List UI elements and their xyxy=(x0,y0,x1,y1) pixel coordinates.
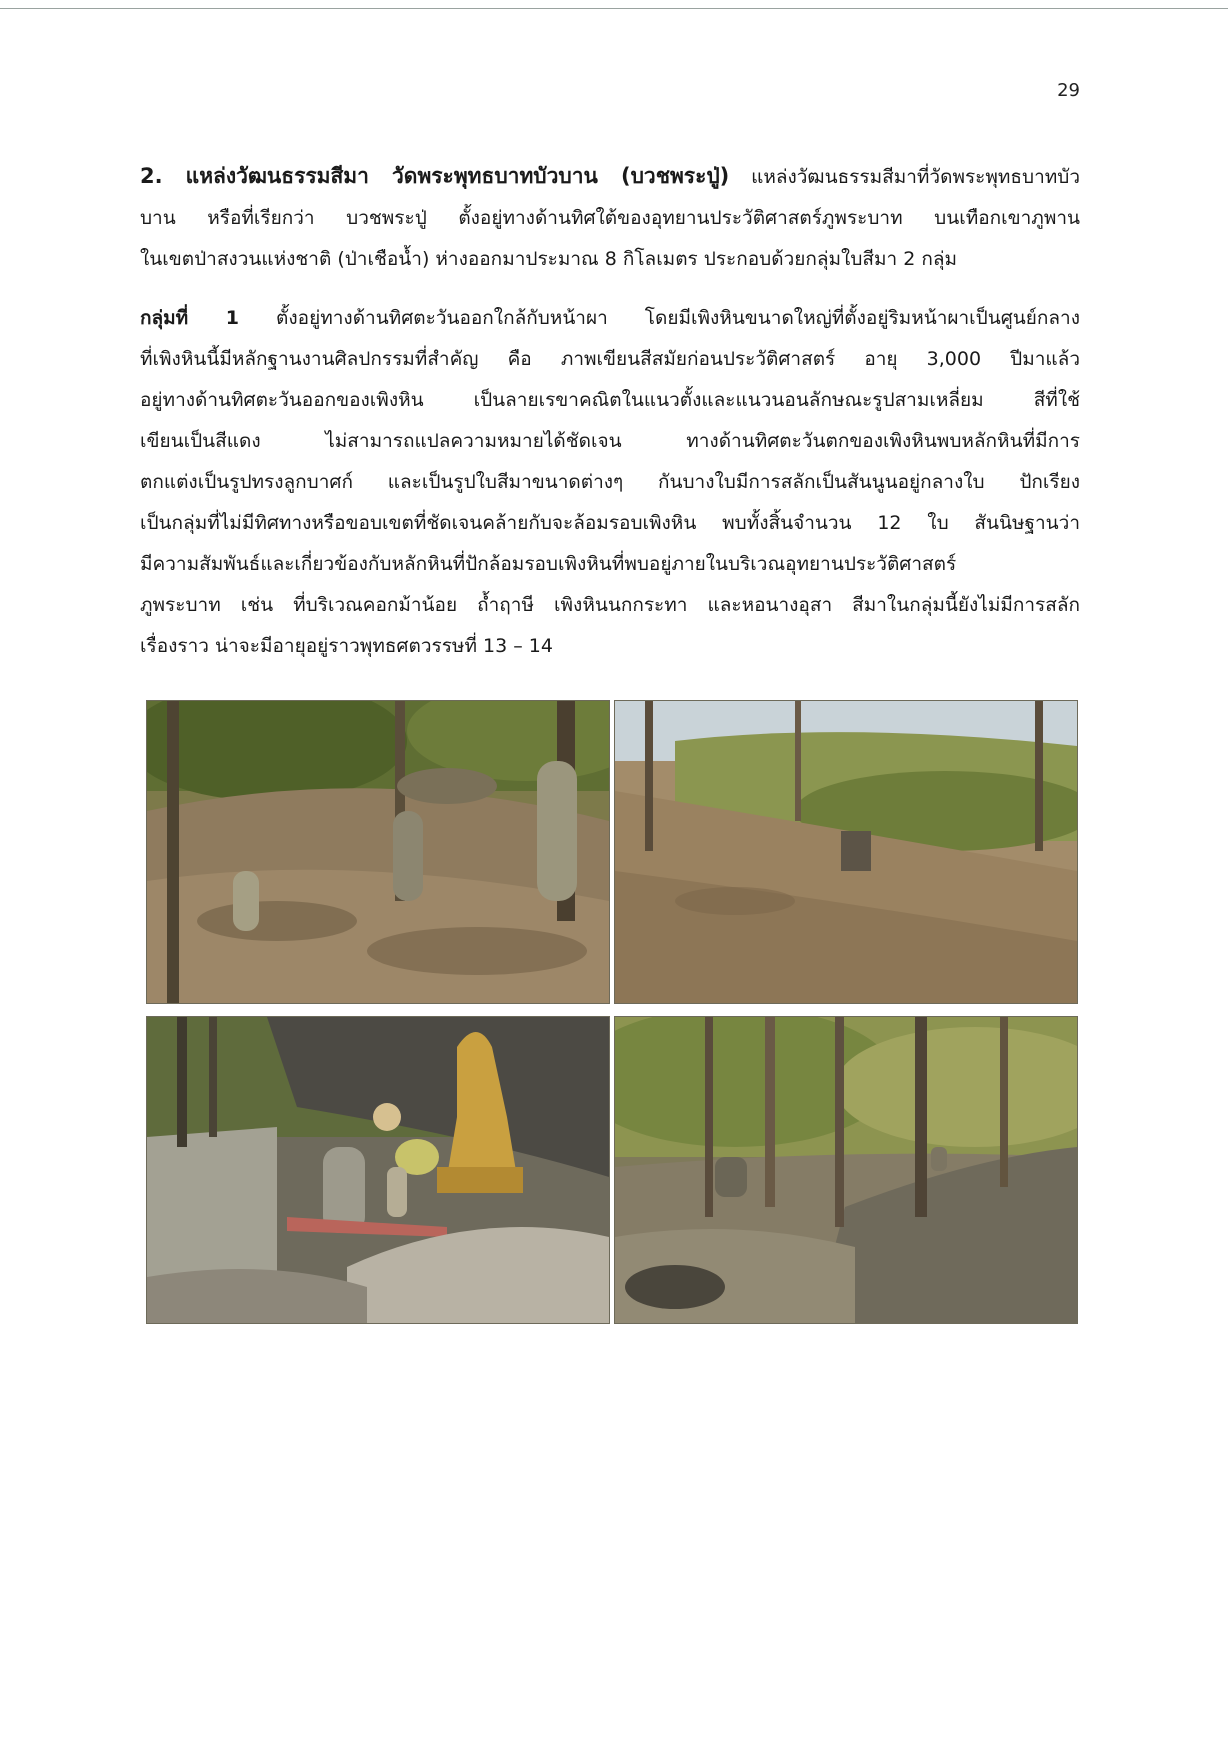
section-heading: 2. แหล่งวัฒนธรรมสีมา วัดพระพุทธบาทบัวบาน (บวชพระปู่) xyxy=(140,164,730,188)
group1-paragraph xyxy=(140,298,1080,667)
intro-text: แหล่งวัฒนธรรมสีมาที่วัดพระพุทธบาทบัว xyxy=(729,166,1081,188)
intro-line-2: บาน หรือที่เรียกว่า บวชพระปู่ ตั้งอยู่ทางด้านทิศใต้ของอุทยานประวัติศาสตร์ภูพระบาท บนเทือกเขาภูพาน xyxy=(140,207,1080,229)
photo-grid xyxy=(146,700,1076,1322)
group1-label: กลุ่มที่ 1 xyxy=(140,307,240,329)
photo-buddha-rock-shelter xyxy=(146,1016,610,1324)
photo-sema-stones-forest xyxy=(146,700,610,1004)
photo-rocky-forest-image xyxy=(615,1017,1077,1323)
group1-line-8: ภูพระบาท เช่น ที่บริเวณคอกม้าน้อย ถ้ำฤาษี เพิงหินนกกระทา และหอนางอุสา สีมาในกลุ่มนี้ยังไม่มีการสลัก xyxy=(140,594,1080,616)
group1-text: ตั้งอยู่ทางด้านทิศตะวันออกใกล้กับหน้าผา โดยมีเพิงหินขนาดใหญ่ที่ตั้งอยู่ริมหน้าผาเป็นศูนย์กลาง xyxy=(239,307,1081,329)
group1-line-7: มีความสัมพันธ์และเกี่ยวข้องกับหลักหินที่ปักล้อมรอบเพิงหินที่พบอยู่ภายในบริเวณอุทยานประวัติศาสตร์ xyxy=(140,553,957,575)
intro-line-3: ในเขตป่าสงวนแห่งชาติ (ป่าเชือน้ำ) ห่างออกมาประมาณ 8 กิโลเมตร ประกอบด้วยกลุ่มใบสีมา 2 กลุ่ม xyxy=(140,248,958,270)
photo-buddha-rock-shelter-image xyxy=(147,1017,609,1323)
group1-line-6: เป็นกลุ่มที่ไม่มีทิศทางหรือขอบเขตที่ชัดเจนคล้ายกับจะล้อมรอบเพิงหิน พบทั้งสิ้นจำนวน 12 ใบ สันนิษฐานว่า xyxy=(140,512,1080,534)
group1-line-2: ที่เพิงหินนี้มีหลักฐานงานศิลปกรรมที่สำคัญ คือ ภาพเขียนสีสมัยก่อนประวัติศาสตร์ อายุ 3,000 ปีมาแล้ว xyxy=(140,348,1080,370)
photo-hillside-stone xyxy=(614,700,1078,1004)
photo-hillside-stone-image xyxy=(615,701,1077,1003)
intro-line-1 xyxy=(140,156,1080,198)
group1-line-9: เรื่องราว น่าจะมีอายุอยู่ราวพุทธศตวรรษที่ 13 – 14 xyxy=(140,635,553,657)
group1-line-4: เขียนเป็นสีแดง ไม่สามารถแปลความหมายได้ชัดเจน ทางด้านทิศตะวันตกของเพิงหินพบหลักหินที่มีการ xyxy=(140,430,1080,452)
top-rule xyxy=(0,0,1228,9)
photo-rocky-forest xyxy=(614,1016,1078,1324)
group1-line-5: ตกแต่งเป็นรูปทรงลูกบาศก์ และเป็นรูปใบสีมาขนาดต่างๆ กันบางใบมีการสลักเป็นสันนูนอยู่กลางใบ ปักเรียง xyxy=(140,471,1080,493)
group1-line-1 xyxy=(140,298,1080,339)
photo-sema-stones-forest-image xyxy=(147,701,609,1003)
page-number: 29 xyxy=(1057,80,1080,101)
section-intro xyxy=(140,156,1080,280)
group1-line-3: อยู่ทางด้านทิศตะวันออกของเพิงหิน เป็นลายเรขาคณิตในแนวตั้งและแนวนอนลักษณะรูปสามเหลี่ยม สีที่ใช้ xyxy=(140,389,1080,411)
